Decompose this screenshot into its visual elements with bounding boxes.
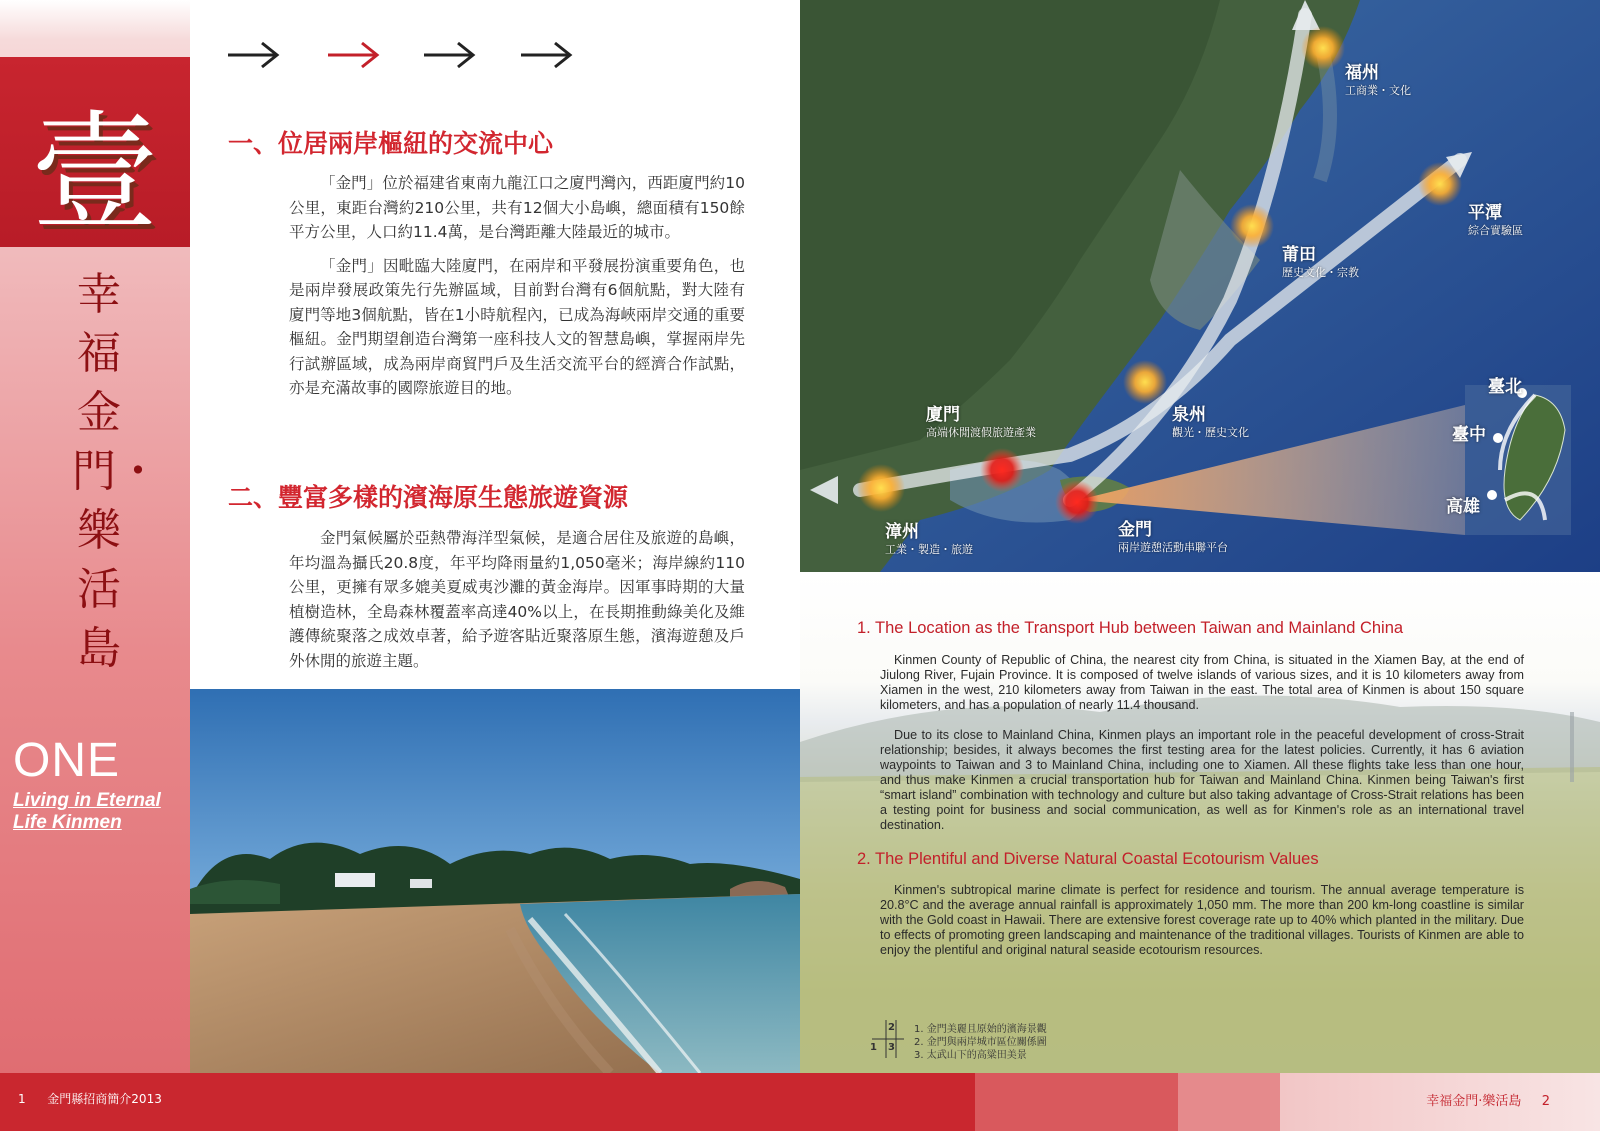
city-desc-putian: 歷史文化・宗教 — [1282, 266, 1359, 279]
running-title: 幸福金門‧樂活島 — [1426, 1094, 1522, 1109]
city-desc-fuzhou: 工商業・文化 — [1345, 84, 1411, 97]
city-label-xiamen: 廈門 — [926, 405, 960, 425]
caption-index-2: 2 — [888, 1022, 895, 1033]
english-paragraph: Due to its close to Mainland China, Kinmen plays an important role in the peaceful development of cross-Strait relationship; besides, it always becomes the first testing area for the latest policies. Currently, it has 6 aviation waypoints to Taiwan and 3 to Mainland China, including one to Xiamen. All these flights take less than one hour, and thus make Kinmen a crucial transportation hub for Taiwan and Mainland China. Kinmen being Taiwan's first “smart island” combination with technology and culture but also taking advantage of Cross-Strait relations has been a testing point for business and social communication, as well as for Kinmen's role as an international travel destination. — [880, 728, 1524, 832]
english-subtitle-line2: Life Kinmen — [13, 812, 122, 833]
city-label-pingtan: 平潭 — [1468, 203, 1502, 223]
english-subtitle-line1: Living in Eternal — [13, 790, 161, 811]
footer-bar — [0, 1073, 1600, 1131]
sidebar — [0, 0, 190, 1073]
map-illustration — [800, 0, 1600, 572]
caption-line: 3. 太武山下的高粱田美景 — [914, 1050, 1027, 1061]
city-desc-xiamen: 高端休閒渡假旅遊產業 — [926, 426, 1036, 439]
caption-line: 1. 金門美麗且原始的濱海景觀 — [914, 1024, 1047, 1035]
chapter-number: 壹 — [30, 99, 159, 248]
arrow-icon — [519, 38, 575, 72]
arrow-icon-highlighted — [326, 38, 382, 72]
city-label-quanzhou: 泉州 — [1172, 405, 1206, 425]
english-paragraph-2 — [880, 728, 1524, 833]
city-label-putian: 莆田 — [1282, 245, 1316, 265]
section1-paragraph: 「金門」位於福建省東南九龍江口之廈門灣內，西距廈門約10公里，東距台灣約210公里，共有12個大小島嶼，總面積有150餘平方公里，人口約11.4萬，是台灣距離大陸最近的城市。 — [289, 174, 745, 241]
page-number-right: 2 — [1541, 1094, 1550, 1109]
section1-body — [289, 171, 745, 410]
city-label-zhangzhou: 漳州 — [885, 522, 919, 542]
section1-heading: 一、位居兩岸樞紐的交流中心 — [228, 129, 554, 158]
english-paragraph: Kinmen County of Republic of China, the nearest city from China, is situated in the Xiamen Bay, at the end of Jiulong River, Fujain Province. It is composed of twelve islands of various sizes, and it is 10 kilometers away from Xiamen in the west, 210 kilometers away from Taiwan in the east. The total area of Kinmen is about 150 square kilometers, and has a population of nearly 11.4 thousand. — [880, 653, 1524, 712]
english-chapter-word: ONE — [13, 734, 121, 787]
city-label-kinmen: 金門 — [1118, 520, 1152, 540]
page-number-left: 1 — [18, 1092, 26, 1106]
section2-body — [289, 526, 745, 682]
beach-illustration — [190, 689, 800, 1073]
caption-line: 2. 金門與兩岸城市區位關係圖 — [914, 1037, 1047, 1048]
city-desc-pingtan: 綜合實驗區 — [1468, 224, 1523, 237]
footer-right — [1426, 1090, 1550, 1109]
city-desc-quanzhou: 觀光・歷史文化 — [1172, 426, 1249, 439]
city-label-taipei: 臺北 — [1488, 377, 1522, 397]
beach-photo — [190, 689, 800, 1073]
caption-index-3: 3 — [888, 1042, 895, 1053]
city-label-kaohsiung: 高雄 — [1446, 497, 1480, 517]
english-paragraph: Kinmen's subtropical marine climate is perfect for residence and tourism. The annual average temperature is 20.8°C and the average annual rainfall is approximately 1,050 mm. The more than 200 km-long coastline is similar with the Gold coast in Hawaii. There are extensive forest coverage rate up to 40% which planted in the military. Due to effects of promoting green landscaping and maintenance of the traditional villages. Tourists of Kinmen are able to enjoy the plentiful and original natural seaside ecotourism resources. — [880, 883, 1524, 957]
arrow-icon — [226, 38, 282, 72]
section2-paragraph: 金門氣候屬於亞熱帶海洋型氣候，是適合居住及旅遊的島嶼，年均溫為攝氏20.8度，年平均降雨量約1,050毫米；海岸線約110公里，更擁有眾多媲美夏威夷沙灘的黃金海岸。因軍事時期的大量植樹造林，全島森林覆蓋率高達40%以上，在長期推動綠美化及維護傳統聚落之成效卓著，給予遊客貼近聚落原生態，濱海遊憩及戶外休閒的旅遊主題。 — [289, 529, 745, 670]
caption-index-1: 1 — [870, 1042, 877, 1053]
city-label-taichung: 臺中 — [1452, 425, 1486, 445]
city-desc-kinmen: 兩岸遊憩活動串聯平台 — [1118, 541, 1228, 554]
city-label-fuzhou: 福州 — [1345, 63, 1379, 83]
arrow-icon — [422, 38, 478, 72]
english-chapter-subtitle — [13, 790, 161, 834]
footer-left — [18, 1090, 162, 1107]
city-desc-zhangzhou: 工業・製造・旅遊 — [885, 543, 973, 556]
region-map — [800, 0, 1600, 572]
figure-captions — [864, 1020, 1094, 1061]
english-paragraph-3 — [880, 883, 1524, 958]
publication-title: 金門縣招商簡介2013 — [47, 1092, 162, 1106]
english-heading-1: 1. The Location as the Transport Hub between Taiwan and Mainland China — [857, 619, 1404, 637]
vertical-title: 幸福金門・樂活島 — [72, 269, 160, 674]
section2-heading: 二、豐富多樣的濱海原生態旅遊資源 — [228, 483, 629, 512]
english-heading-2: 2. The Plentiful and Diverse Natural Coastal Ecotourism Values — [857, 850, 1319, 868]
english-paragraph-1 — [880, 653, 1524, 713]
section1-paragraph: 「金門」因毗臨大陸廈門，在兩岸和平發展扮演重要角色，也是兩岸發展政策先行先辦區域，目前對台灣有6個航點，對大陸有廈門等地3個航點，皆在1小時航程內，已成為海峽兩岸交通的重要樞紐。金門期望創造台灣第一座科技人文的智慧島嶼，掌握兩岸先行試辦區域，成為兩岸商貿門戶及生活交流平台的經濟合作試點，亦是充滿故事的國際旅遊目的地。 — [289, 256, 745, 397]
